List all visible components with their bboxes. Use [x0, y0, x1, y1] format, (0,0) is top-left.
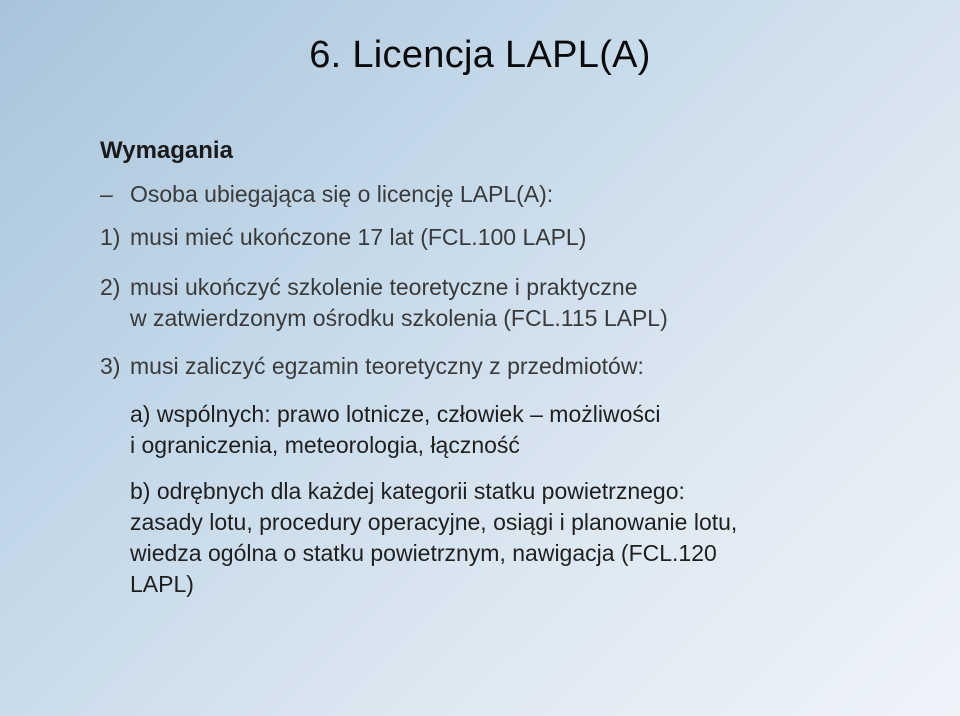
requirement-item-1: [100, 222, 920, 253]
intro-text: Osoba ubiegająca się o licencję LAPL(A):: [130, 181, 554, 207]
item-number: 1): [100, 224, 121, 250]
item-line: musi mieć ukończone 17 lat (FCL.100 LAPL): [130, 224, 587, 250]
subitem-line: i ograniczenia, meteorologia, łączność: [130, 432, 520, 458]
dash-bullet: –: [100, 181, 113, 207]
subitem-line: wiedza ogólna o statku powietrznym, nawigacja (FCL.120: [130, 540, 717, 566]
requirement-item-3: [100, 351, 920, 382]
subitem-line: b) odrębnych dla każdej kategorii statku powietrznego:: [130, 478, 685, 504]
subitem-line: zasady lotu, procedury operacyjne, osiągi i planowanie lotu,: [130, 509, 738, 535]
slide-title: [0, 34, 960, 77]
item-line: musi ukończyć szkolenie teoretyczne i praktyczne: [130, 274, 638, 300]
intro-line: [100, 179, 920, 210]
subitem-line: a) wspólnych: prawo lotnicze, człowiek – możliwości: [130, 401, 661, 427]
requirement-item-2: [100, 272, 920, 334]
subitem-b: [100, 476, 920, 600]
item-number: 2): [100, 274, 121, 300]
item-line: musi zaliczyć egzamin teoretyczny z przedmiotów:: [130, 353, 644, 379]
requirements-heading: Wymagania: [100, 137, 233, 164]
slide-content: [100, 137, 920, 600]
subitem-a: [100, 399, 920, 461]
slide-title-text: 6. Licencja LAPL(A): [309, 34, 651, 76]
subitem-line: LAPL): [130, 571, 194, 597]
item-number: 3): [100, 353, 121, 379]
item-line: w zatwierdzonym ośrodku szkolenia (FCL.115 LAPL): [130, 305, 668, 331]
